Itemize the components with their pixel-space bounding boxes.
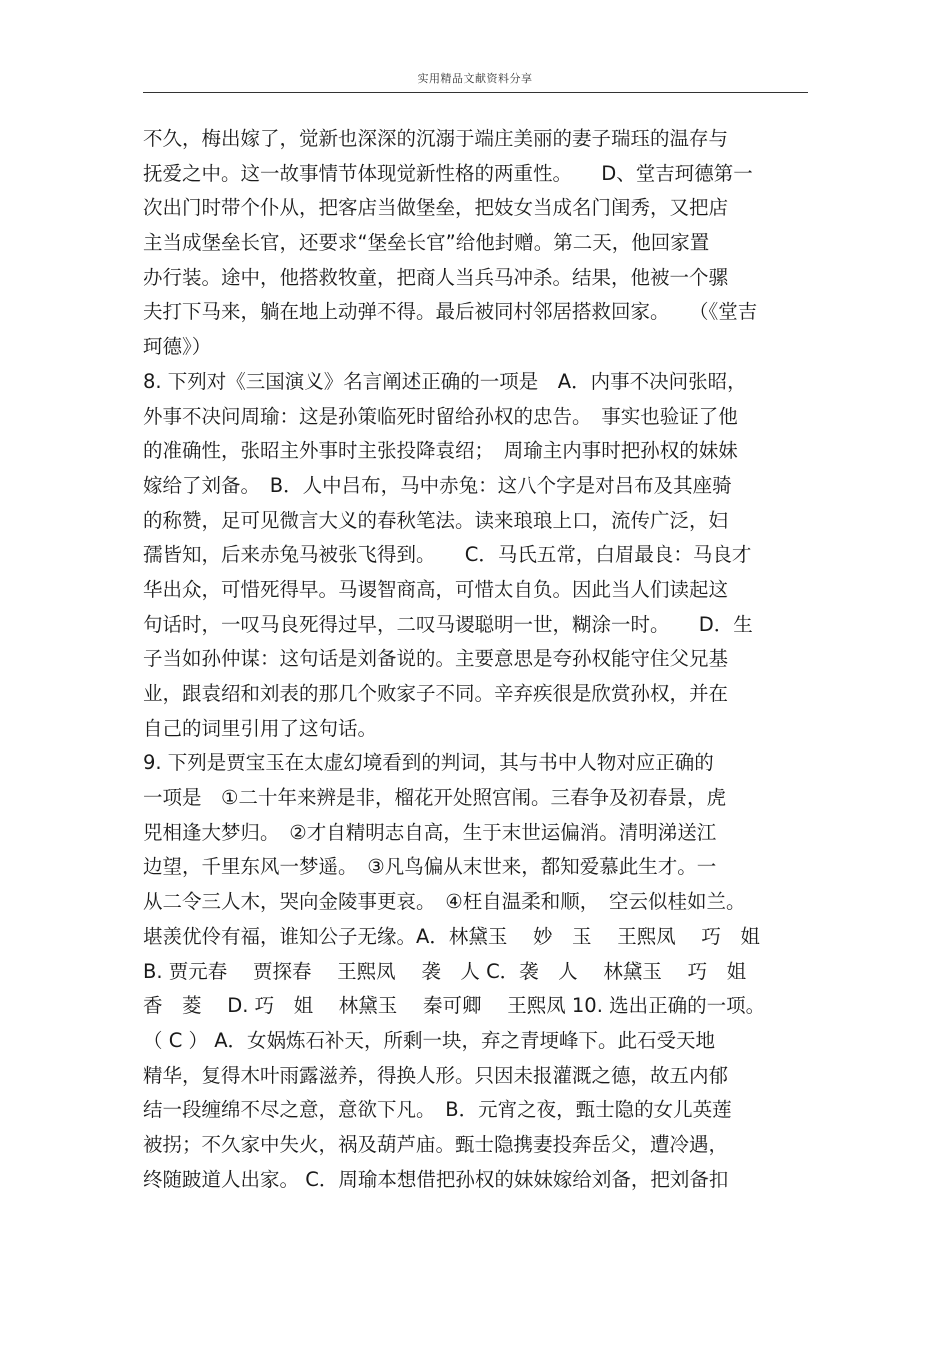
header-divider <box>143 92 808 93</box>
text-line: 嫁给了刘备。 B．人中吕布，马中赤兔：这八个字是对吕布及其座骑 <box>143 473 732 497</box>
text-line: （ C ） A．女娲炼石补天，所剩一块，弃之青埂峰下。此石受天地 <box>143 1028 716 1052</box>
text-line: 外事不决问周瑜：这是孙策临死时留给孙权的忠告。 事实也验证了他 <box>143 404 738 428</box>
text-line: 堪羡优伶有福，谁知公子无缘。A．林黛玉 妙 玉 王熙凤 巧 姐 <box>143 924 760 948</box>
text-line: 子当如孙仲谋：这句话是刘备说的。主要意思是夸孙权能守住父兄基 <box>143 647 729 671</box>
text-line: 一项是 ①二十年来辨是非，榴花开处照宫闱。三春争及初春景，虎 <box>143 786 726 810</box>
text-line: 从二令三人木，哭向金陵事更哀。 ④枉自温柔和顺， 空云似桂如兰。 <box>143 890 746 914</box>
text-line: 的准确性，张昭主外事时主张投降袁绍； 周瑜主内事时把孙权的妹妹 <box>143 439 738 463</box>
question-9-start: 9. 下列是贾宝玉在太虚幻境看到的判词，其与书中人物对应正确的 <box>143 751 714 775</box>
page-header: 实用精品文献资料分享 <box>417 72 533 85</box>
text-line: 边望，千里东风一梦遥。 ③凡鸟偏从末世来，都知爱慕此生才。一 <box>143 855 717 879</box>
text-line: 主当成堡垒长官，还要求“堡垒长官”给他封赠。第二天，他回家置 <box>143 231 710 255</box>
text-line: 香 菱 D. 巧 姐 林黛玉 秦可卿 王熙凤 10. 选出正确的一项。 <box>143 994 766 1018</box>
text-line: 夫打下马来，躺在地上动弹不得。最后被同村邻居搭救回家。 （《堂吉 <box>143 300 758 324</box>
text-line: 抚爱之中。这一故事情节体现觉新性格的两重性。 D、堂吉珂德第一 <box>143 161 753 185</box>
text-line: 终随跛道人出家。 C．周瑜本想借把孙权的妹妹嫁给刘备，把刘备扣 <box>143 1167 729 1191</box>
text-line: 办行装。途中，他搭救牧童，把商人当兵马冲杀。结果，他被一个骡 <box>143 265 729 289</box>
text-line: 业，跟袁绍和刘表的那几个败家子不同。辛弃疾很是欣赏孙权，并在 <box>143 682 729 705</box>
text-line: 次出门时带个仆从，把客店当做堡垒，把妓女当成名门闺秀，又把店 <box>143 196 729 220</box>
text-line: 被拐；不久家中失火，祸及葫芦庙。甄士隐携妻投奔岳父，遭冷遇， <box>143 1132 729 1156</box>
text-line: 自己的词里引用了这句话。 <box>143 716 378 740</box>
text-line: 不久，梅出嫁了，觉新也深深的沉溺于端庄美丽的妻子瑞珏的温存与 <box>143 127 729 150</box>
text-line: 孺皆知，后来赤兔马被张飞得到。 C．马氏五常，白眉最良：马良才 <box>143 543 752 567</box>
text-line: 兕相逢大梦归。 ②才自精明志自高，生于末世运偏消。清明涕送江 <box>143 820 717 844</box>
text-line: 珂德》） <box>143 335 212 359</box>
question-8-start: 8. 下列对《三国演义》名言阐述正确的一项是 A．内事不决问张昭， <box>143 369 747 393</box>
text-line: 的称赞，足可见微言大义的春秋笔法。读来琅琅上口，流传广泛，妇 <box>143 508 729 532</box>
document-body <box>143 122 813 1197</box>
text-line: 华出众，可惜死得早。马谡智商高，可惜太自负。因此当人们读起这 <box>143 577 729 601</box>
text-line: 精华，复得木叶雨露滋养，得换人形。只因未报灌溉之德，故五内郁 <box>143 1063 729 1087</box>
text-line: 句话时，一叹马良死得过早，二叹马谡聪明一世，糊涂一时。 D．生 <box>143 612 753 636</box>
text-line: B. 贾元春 贾探春 王熙凤 袭 人 C．袭 人 林黛玉 巧 姐 <box>143 959 747 983</box>
text-line: 结一段缠绵不尽之意，意欲下凡。 B．元宵之夜，甄士隐的女儿英莲 <box>143 1098 732 1122</box>
